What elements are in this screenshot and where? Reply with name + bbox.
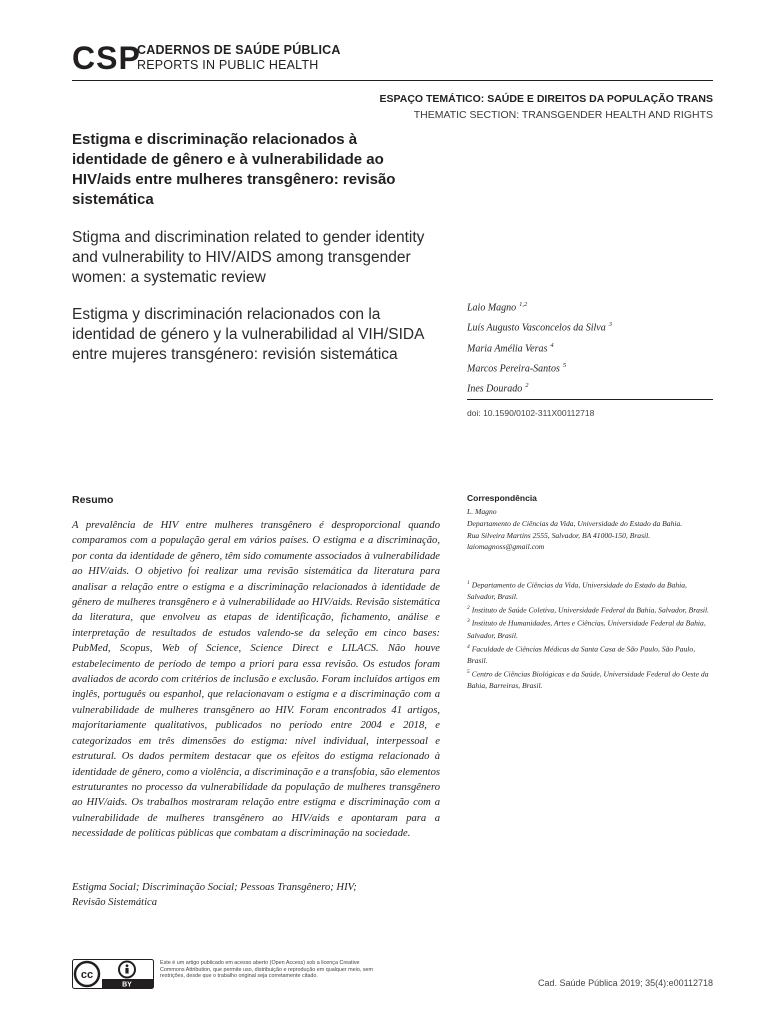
correspondence-email[interactable]: laiomagnoss@gmail.com	[467, 542, 545, 552]
abstract-heading: Resumo	[72, 494, 114, 506]
author-list	[467, 296, 713, 398]
affiliation: $^1$ Departamento de Ciências da Vida, Universidade do Estado da Bahia, Salvador, Brasil.	[467, 580, 687, 602]
journal-name-en: REPORTS IN PUBLIC HEALTH	[137, 58, 319, 72]
keywords	[72, 880, 440, 911]
title-portuguese: Estigma e discriminação relacionados à identidade de gênero e à vulnerabilidade ao HIV/aids entre mulheres transgênero: revisão sistemática	[72, 131, 396, 208]
author: Maria Amélia Veras $^4$	[467, 341, 554, 354]
correspondence-dept: Departamento de Ciências da Vida, Universidade do Estado da Bahia.	[467, 518, 683, 528]
creative-commons-badge[interactable]	[72, 959, 154, 989]
author: Marcos Pereira-Santos $^5$	[467, 361, 567, 375]
keywords-line: Revisão Sistemática	[72, 897, 158, 909]
citation: Cad. Saúde Pública 2019; 35(4):e00112718	[538, 978, 713, 988]
section-label-en: THEMATIC SECTION: TRANSGENDER HEALTH AND RIGHTS	[413, 109, 713, 121]
affiliation: $^2$ Instituto de Saúde Coletiva, Universidade Federal da Bahia, Salvador, Brasil.	[467, 605, 710, 615]
affiliation: $^3$ Instituto de Humanidades, Artes e Ciências, Universidade Federal da Bahia, Salvador, Brasil.	[467, 618, 706, 640]
abstract-text: A prevalência de HIV entre mulheres transgênero é desproporcional quando comparamos com a população geral em vários países. O estigma e a discriminação, por conta da identidade de gênero, têm sido comumente associados à vulnerabilidade ao HIV/aids. O objetivo foi realizar uma revisão sistemática da literatura para analisar a relação entre o estigma e a discriminação relacionados à identidade de gênero de mulheres transgênero e à vulnerabilidade ao HIV/aids. Revisão sistemática da literatura, que envolveu as etapas de identificação, fichamento, análise e interpretação de resultados de estudos valendo-se da seleção em cinco bases: PubMed, Scopus, Web of Science, Science Direct e LILACS. Não houve estabelecimento de período de tempo a priori para essa revisão. Os estudos foram avaliados de acordo com critérios de inclusão e exclusão. Foram incluídos artigos em inglês, português ou espanhol, que relacionavam o estigma e a discriminação com a vulnerabilidade de mulheres transgênero ao HIV. Foram encontrados 41 artigos, majoritariamente qualitativos, publicados no período entre 2004 e 2018, e categorizados em três dimensões do estigma: nível individual, interpessoal e estrutural. Os dados permitem destacar que os efeitos do estigma relacionado à identidade de gênero, como a violência, a discriminação e a transfobia, são elementos estruturantes no processo da vulnerabilidade da população de mulheres transgênero ao HIV/aids. Os trabalhos mostraram relação entre estigma e discriminação com a vulnerabilidade de mulheres transgênero ao HIV/aids e apontaram para a necessidade de políticas públicas que combatam a discriminação na sociedade.	[72, 520, 440, 840]
author: Ines Dourado $^2$	[467, 382, 529, 395]
author: Laio Magno $^{1,2}$	[467, 301, 528, 314]
correspondence-address: Rua Silveira Martins 2555, Salvador, BA 41000-150, Brasil.	[467, 530, 651, 540]
section-label-pt: ESPAÇO TEMÁTICO: SAÚDE E DIREITOS DA POPULAÇÃO TRANS	[379, 93, 713, 105]
journal-logo: CSP	[72, 40, 141, 76]
header-divider	[72, 80, 713, 81]
keywords-line: Estigma Social; Discriminação Social; Pessoas Transgênero; HIV;	[72, 882, 357, 893]
doi-link[interactable]: doi: 10.1590/0102-311X00112718	[467, 408, 595, 418]
affiliations-list	[467, 578, 713, 692]
doi-divider	[467, 399, 713, 400]
correspondence-heading: Correspondência	[467, 493, 537, 503]
license-text: Este é um artigo publicado em acesso aberto (Open Access) sob a licença Creative Commons Attribution, que permite uso, distribuição e reprodução em qualquer meio, sem restrições, desde que o trabalho original seja corretamente citado.	[160, 960, 374, 980]
svg-text:BY: BY	[122, 981, 132, 989]
affiliation: $^5$ Centro de Ciências Biológicas e da Saúde, Universidade Federal do Oeste da Bahia, Barreiras, Brasil.	[467, 668, 709, 691]
affiliation: $^4$ Faculdade de Ciências Médicas da Santa Casa de São Paulo, São Paulo, Brasil.	[467, 643, 696, 665]
journal-name-pt: CADERNOS DE SAÚDE PÚBLICA	[137, 43, 341, 57]
correspondence-block	[467, 506, 713, 553]
correspondence-name: L. Magno	[467, 507, 497, 516]
author: Luís Augusto Vasconcelos da Silva $^3$	[467, 321, 612, 334]
cc-by-icon	[72, 959, 154, 989]
svg-text:cc: cc	[80, 969, 94, 981]
title-english: Stigma and discrimination related to gender identity and vulnerability to HIV/AIDS among transgender women: a systematic review	[72, 229, 425, 286]
title-spanish: Estigma y discriminación relacionados con la identidad de género y la vulnerabilidad al VIH/SIDA entre mujeres transgénero: revisión sistemática	[72, 306, 424, 363]
